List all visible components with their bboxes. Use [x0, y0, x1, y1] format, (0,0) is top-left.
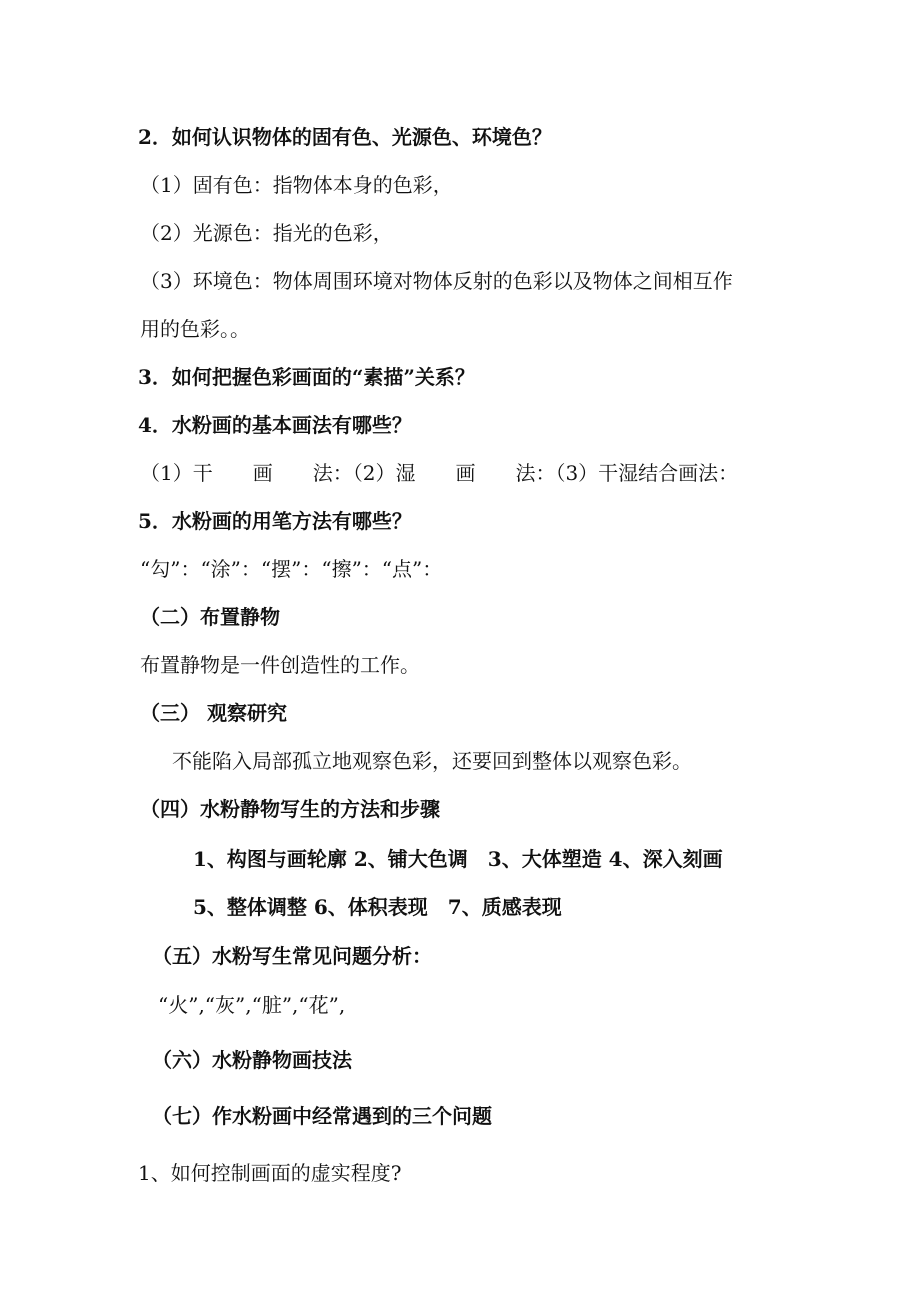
problem-1-text: 1、如何控制画面的虚实程度?	[138, 1161, 402, 1185]
section-2-heading: （二）布置静物	[140, 605, 280, 629]
item-inherent-color: （1）固有色：指物体本身的色彩，	[140, 173, 453, 197]
section-4-heading: （四）水粉静物写生的方法和步骤	[140, 797, 440, 821]
question-5-heading: 5．水粉画的用笔方法有哪些？	[138, 509, 412, 533]
common-problems-list: “火”,“灰”,“脏”,“花”,	[158, 993, 346, 1017]
item-light-source-color: （2）光源色：指光的色彩，	[140, 221, 393, 245]
section-3-heading: （三） 观察研究	[140, 701, 287, 725]
question-3-heading: 3．如何把握色彩画面的“素描”关系？	[138, 365, 475, 389]
steps-line-2: 5、整体调整 6、体积表现 7、质感表现	[193, 895, 562, 919]
item-environment-color-cont: 用的色彩。。	[140, 317, 250, 341]
question-4-heading: 4．水粉画的基本画法有哪些？	[138, 413, 412, 437]
steps-line-1: 1、构图与画轮廓 2、铺大色调 3、大体塑造 4、深入刻画	[193, 847, 723, 871]
section-2-text: 布置静物是一件创造性的工作。	[140, 653, 420, 677]
item-environment-color: （3）环境色：物体周围环境对物体反射的色彩以及物体之间相互作	[140, 269, 733, 293]
section-7-heading: （七）作水粉画中经常遇到的三个问题	[152, 1104, 492, 1128]
section-5-heading: （五）水粉写生常见问题分析：	[152, 944, 432, 968]
question-2-heading: 2．如何认识物体的固有色、光源色、环境色？	[138, 125, 552, 149]
section-6-heading: （六）水粉静物画技法	[152, 1048, 352, 1072]
section-3-text: 不能陷入局部孤立地观察色彩，还要回到整体以观察色彩。	[172, 749, 692, 773]
painting-methods-list: （1）干 画 法：（2）湿 画 法：（3）干湿结合画法：	[140, 461, 739, 485]
brush-methods-list: “勾”：“涂”：“摆”：“擦”：“点”：	[140, 557, 443, 581]
